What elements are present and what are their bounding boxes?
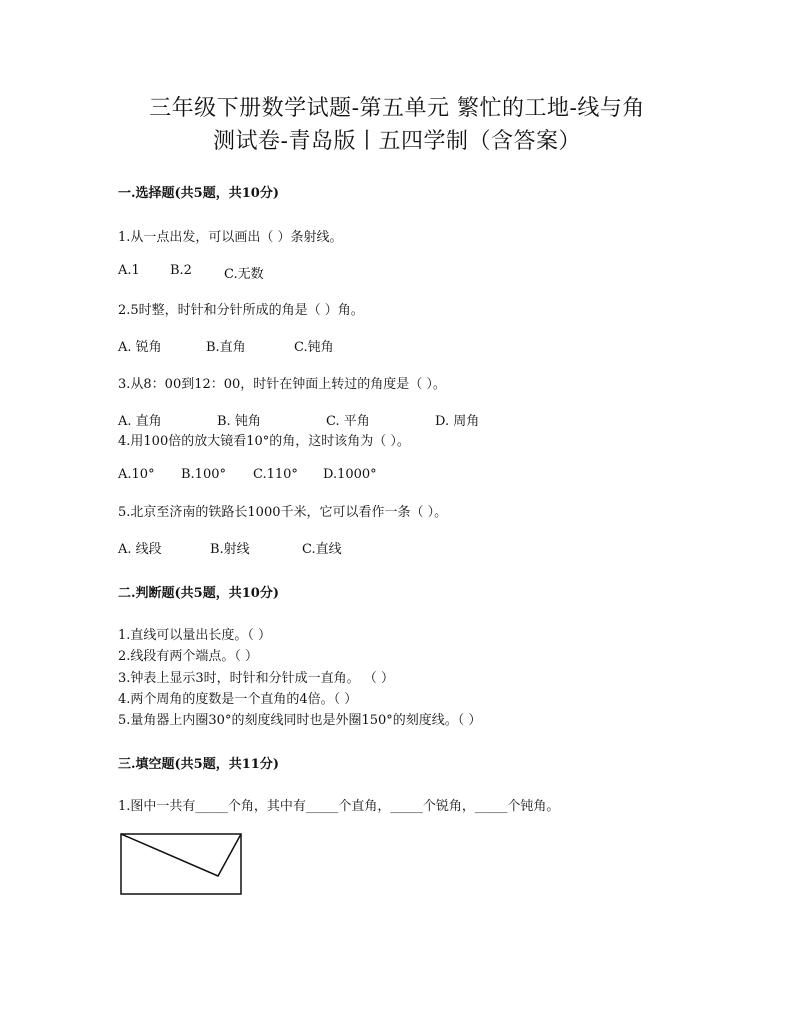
q2-option-a: A. 锐角	[118, 340, 162, 355]
question-1: 1.从一点出发，可以画出（ ）条射线。	[118, 230, 343, 245]
question-2: 2.5时整，时针和分针所成的角是（ ）角。	[118, 303, 364, 318]
q5-option-b: B.射线	[210, 542, 250, 557]
q3-option-d: D. 周角	[435, 414, 480, 429]
q5-option-c: C.直线	[302, 542, 342, 557]
q2-option-b: B.直角	[206, 340, 246, 355]
judge-item-2: 2.线段有两个端点。（ ）	[118, 649, 259, 664]
q4-option-c: C.110°	[253, 467, 298, 482]
q2-option-c: C.钝角	[294, 340, 334, 355]
q4-option-b: B.100°	[181, 467, 226, 482]
q3-option-c: C. 平角	[326, 414, 370, 429]
section3-heading: 三.填空题(共5题，共11分)	[118, 757, 279, 772]
q3-option-b: B. 钝角	[217, 414, 261, 429]
question-5: 5.北京至济南的铁路长1000千米，它可以看作一条（ ）。	[118, 505, 448, 520]
judge-item-5: 5.量角器上内圈30°的刻度线同时也是外圈150°的刻度线。（ ）	[118, 713, 482, 728]
figure-rectangle	[121, 834, 241, 894]
exam-title-line2: 测试卷-青岛版丨五四学制（含答案）	[213, 129, 581, 154]
q5-option-a: A. 线段	[118, 542, 162, 557]
question-3: 3.从8：00到12：00，时针在钟面上转过的角度是（ ）。	[118, 377, 446, 392]
q4-option-d: D.1000°	[323, 467, 377, 482]
q1-option-b: B.2	[170, 263, 192, 278]
q3-option-a: A. 直角	[118, 414, 162, 429]
section2-heading: 二.判断题(共5题，共10分)	[118, 586, 279, 601]
judge-item-3: 3.钟表上显示3时，时针和分针成一直角。 （ ）	[118, 671, 394, 686]
figure-inner-lines	[121, 834, 241, 876]
q1-option-c: C.无数	[224, 267, 264, 282]
question-4: 4.用100倍的放大镜看10°的角，这时该角为（ ）。	[118, 434, 410, 449]
judge-item-1: 1.直线可以量出长度。（ ）	[118, 628, 272, 643]
judge-item-4: 4.两个周角的度数是一个直角的4倍。（ ）	[118, 692, 358, 707]
q4-option-a: A.10°	[118, 467, 155, 482]
section1-heading: 一.选择题(共5题，共10分)	[118, 186, 279, 201]
exam-title-line1: 三年级下册数学试题-第五单元 繁忙的工地-线与角	[149, 96, 645, 121]
angle-figure	[120, 833, 242, 895]
fill-question-1: 1.图中一共有_____个角，其中有_____个直角，_____个锐角，_____个钝角。	[118, 799, 560, 814]
q1-option-a: A.1	[118, 263, 140, 278]
